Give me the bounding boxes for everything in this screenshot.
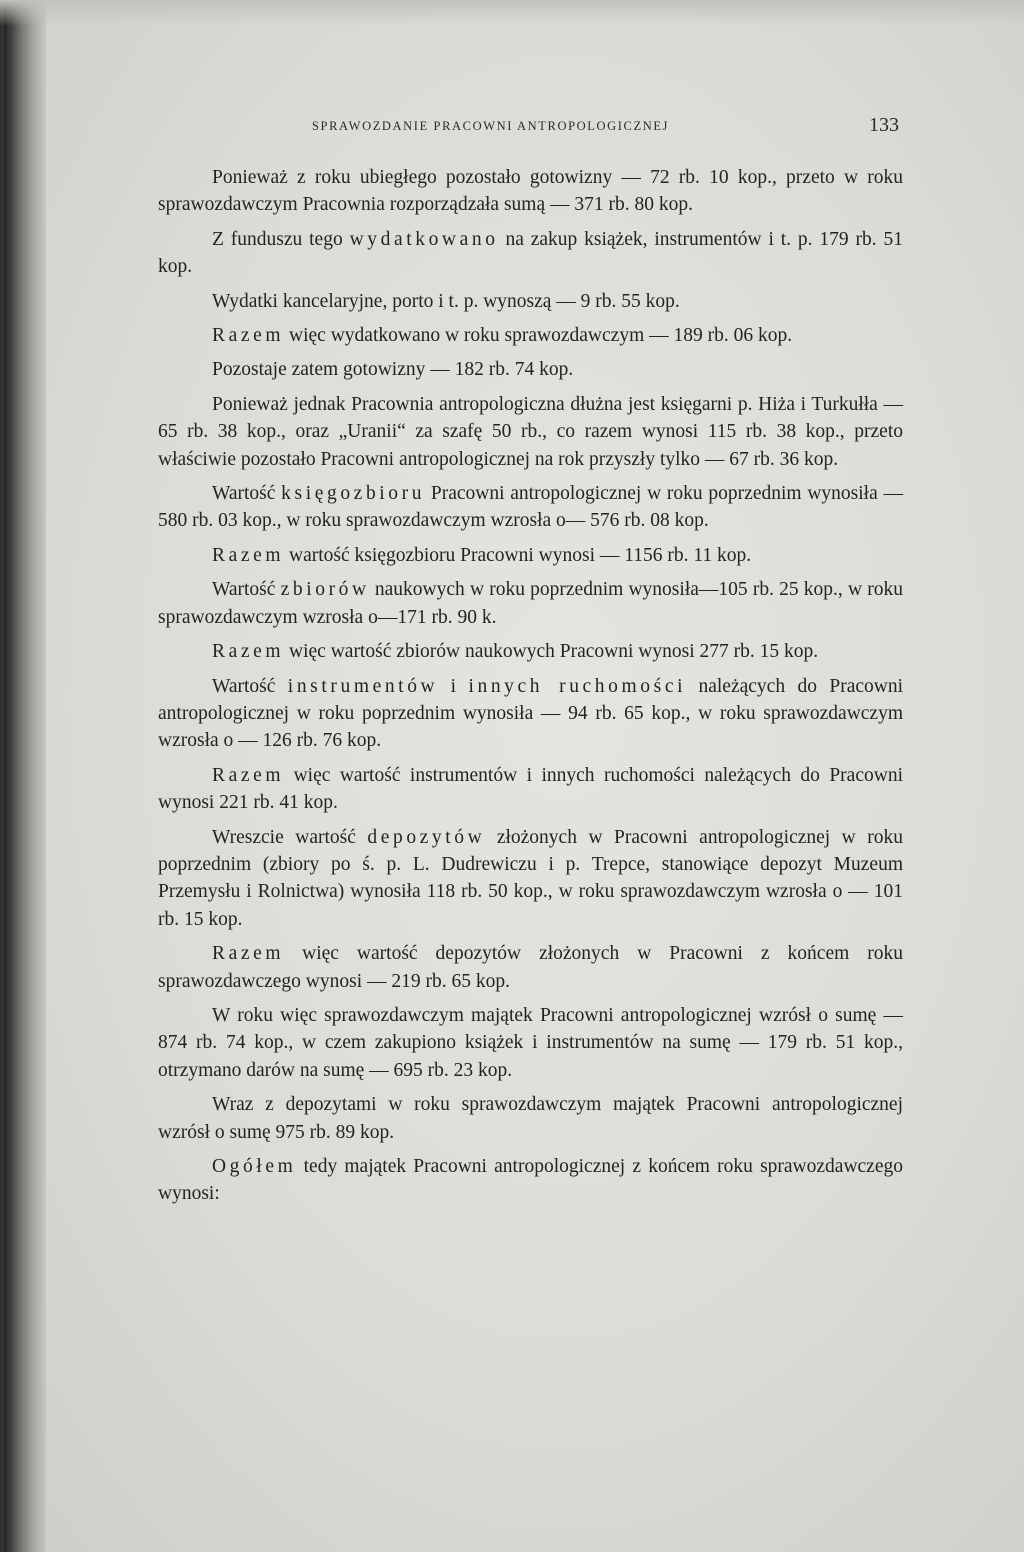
page-top-shadow xyxy=(0,0,1024,26)
spaced-emphasis-text: Razem xyxy=(212,544,285,566)
spaced-emphasis-text: Razem xyxy=(212,325,285,347)
paragraph-text: Wydatki kancelaryjne, porto i t. p. wynoszą — 9 rb. 55 kop. xyxy=(212,290,680,312)
spaced-emphasis-text: Razem xyxy=(212,943,285,965)
spaced-emphasis-text: innych ruchomości xyxy=(468,675,687,697)
running-title: SPRAWOZDANIE PRACOWNI ANTROPOLOGICZNEJ xyxy=(312,119,670,133)
paragraph-text: więc wartość instrumentów i innych ruchomości należących do Pracowni wynosi 221 rb. 41 kop. xyxy=(158,764,903,814)
paragraph xyxy=(158,288,903,315)
spaced-emphasis-text: Razem xyxy=(212,641,285,663)
paragraph xyxy=(158,576,903,631)
paragraph-text: Wartość xyxy=(212,579,281,601)
paragraph-text: należących do Pracowni antropologicznej w roku poprzednim wynosiła — 94 rb. 65 kop., w roku sprawozdawczym wzrosła o — 126 rb. 76 kop. xyxy=(158,675,903,752)
paragraph-text: Ponieważ jednak Pracownia antropologiczna dłużna jest księgarni p. Hiża i Turkułła — 65 rb. 38 kop., oraz „Uranii“ za szafę 50 rb., co razem wynosi 115 rb. 38 kop., przeto właściwie pozostało Pracowni antropologicznej na rok przyszły tylko — 67 rb. 36 kop. xyxy=(158,393,903,470)
paragraph-text: Wreszcie wartość xyxy=(212,826,368,848)
paragraph-text: więc wartość depozytów złożonych w Pracowni z końcem roku sprawozdawczego wynosi — 219 rb. 65 kop. xyxy=(158,943,903,992)
paragraph-text: Z funduszu tego xyxy=(212,228,350,250)
paragraph-text: i xyxy=(438,675,469,697)
paragraph xyxy=(158,391,903,473)
paragraph xyxy=(158,1091,903,1146)
page-header xyxy=(158,116,903,140)
spaced-emphasis-text: księgozbioru xyxy=(281,483,426,505)
paragraph-text: naukowych w roku poprzednim wynosiła—105 rb. 25 kop., w roku sprawozdawczym wzrosła o—171 rb. 90 k. xyxy=(158,579,903,628)
page-number: 133 xyxy=(869,114,899,136)
book-binding-edge xyxy=(0,0,46,1552)
paragraph-text: Pracowni antropologicznej w roku poprzednim wynosiła — 580 rb. 03 kop., w roku sprawozdawczym wzrosła o— 576 rb. 08 kop. xyxy=(158,483,904,532)
paragraph xyxy=(158,542,903,569)
paragraph-text: Pozostaje zatem gotowizny — 182 rb. 74 kop. xyxy=(212,359,574,381)
spaced-emphasis-text: wydatkowano xyxy=(349,228,499,250)
paragraph-text: na zakup książek, instrumentów i t. p. 179 rb. 51 kop. xyxy=(158,228,903,278)
paragraph xyxy=(158,673,903,755)
spaced-emphasis-text: depozytów xyxy=(367,826,486,848)
paragraph xyxy=(158,1153,903,1208)
paragraph-text: W roku więc sprawozdawczym majątek Pracowni antropologicznej wzrósł o sumę — 874 rb. 74 kop., w czem zakupiono książek i instrumentów na sumę — 179 rb. 51 kop., otrzymano darów na sumę — 695 rb. 23 kop. xyxy=(158,1004,903,1081)
paragraph xyxy=(158,226,903,281)
paragraph xyxy=(158,480,903,535)
paragraph xyxy=(158,940,903,995)
spaced-emphasis-text: Razem xyxy=(212,764,285,786)
spaced-emphasis-text: zbiorów xyxy=(280,579,370,601)
paragraph-text: Wartość xyxy=(212,483,282,505)
body-text xyxy=(158,164,903,1215)
paragraph-text: złożonych w Pracowni antropologicznej w roku poprzednim (zbiory po ś. p. L. Dudrewiczu i p. Trepce, stanowiące depozyt Muzeum Przemysłu i Rolnictwa) wynosiła 118 rb. 50 kop., w roku sprawozdawczym wzrosła o — 101 rb. 15 kop. xyxy=(158,826,903,930)
paragraph xyxy=(158,322,903,349)
paragraph-text: wartość księgozbioru Pracowni wynosi — 1156 rb. 11 kop. xyxy=(284,544,752,566)
paragraph xyxy=(158,356,903,383)
paragraph-text: tedy majątek Pracowni antropologicznej z końcem roku sprawozdawczego wynosi: xyxy=(158,1156,903,1205)
paragraph-text: Ponieważ z roku ubiegłego pozostało gotowizny — 72 rb. 10 kop., przeto w roku sprawozdawczym Pracownia rozporządzała sumą — 371 rb. 80 kop. xyxy=(158,167,903,216)
paragraph-text: Wraz z depozytami w roku sprawozdawczym majątek Pracowni antropologicznej wzrósł o sumę 975 rb. 89 kop. xyxy=(158,1094,903,1143)
spaced-emphasis-text: instrumentów xyxy=(287,675,439,697)
paragraph xyxy=(158,164,903,219)
paragraph-text: więc wartość zbiorów naukowych Pracowni wynosi 277 rb. 15 kop. xyxy=(284,641,819,663)
paragraph-text: więc wydatkowano w roku sprawozdawczym — 189 rb. 06 kop. xyxy=(284,325,793,347)
paragraph-text: Wartość xyxy=(212,675,288,697)
paragraph xyxy=(158,638,903,665)
paragraph xyxy=(158,824,903,934)
paragraph xyxy=(158,1002,903,1084)
spaced-emphasis-text: Ogółem xyxy=(212,1156,297,1177)
paragraph xyxy=(158,762,903,817)
